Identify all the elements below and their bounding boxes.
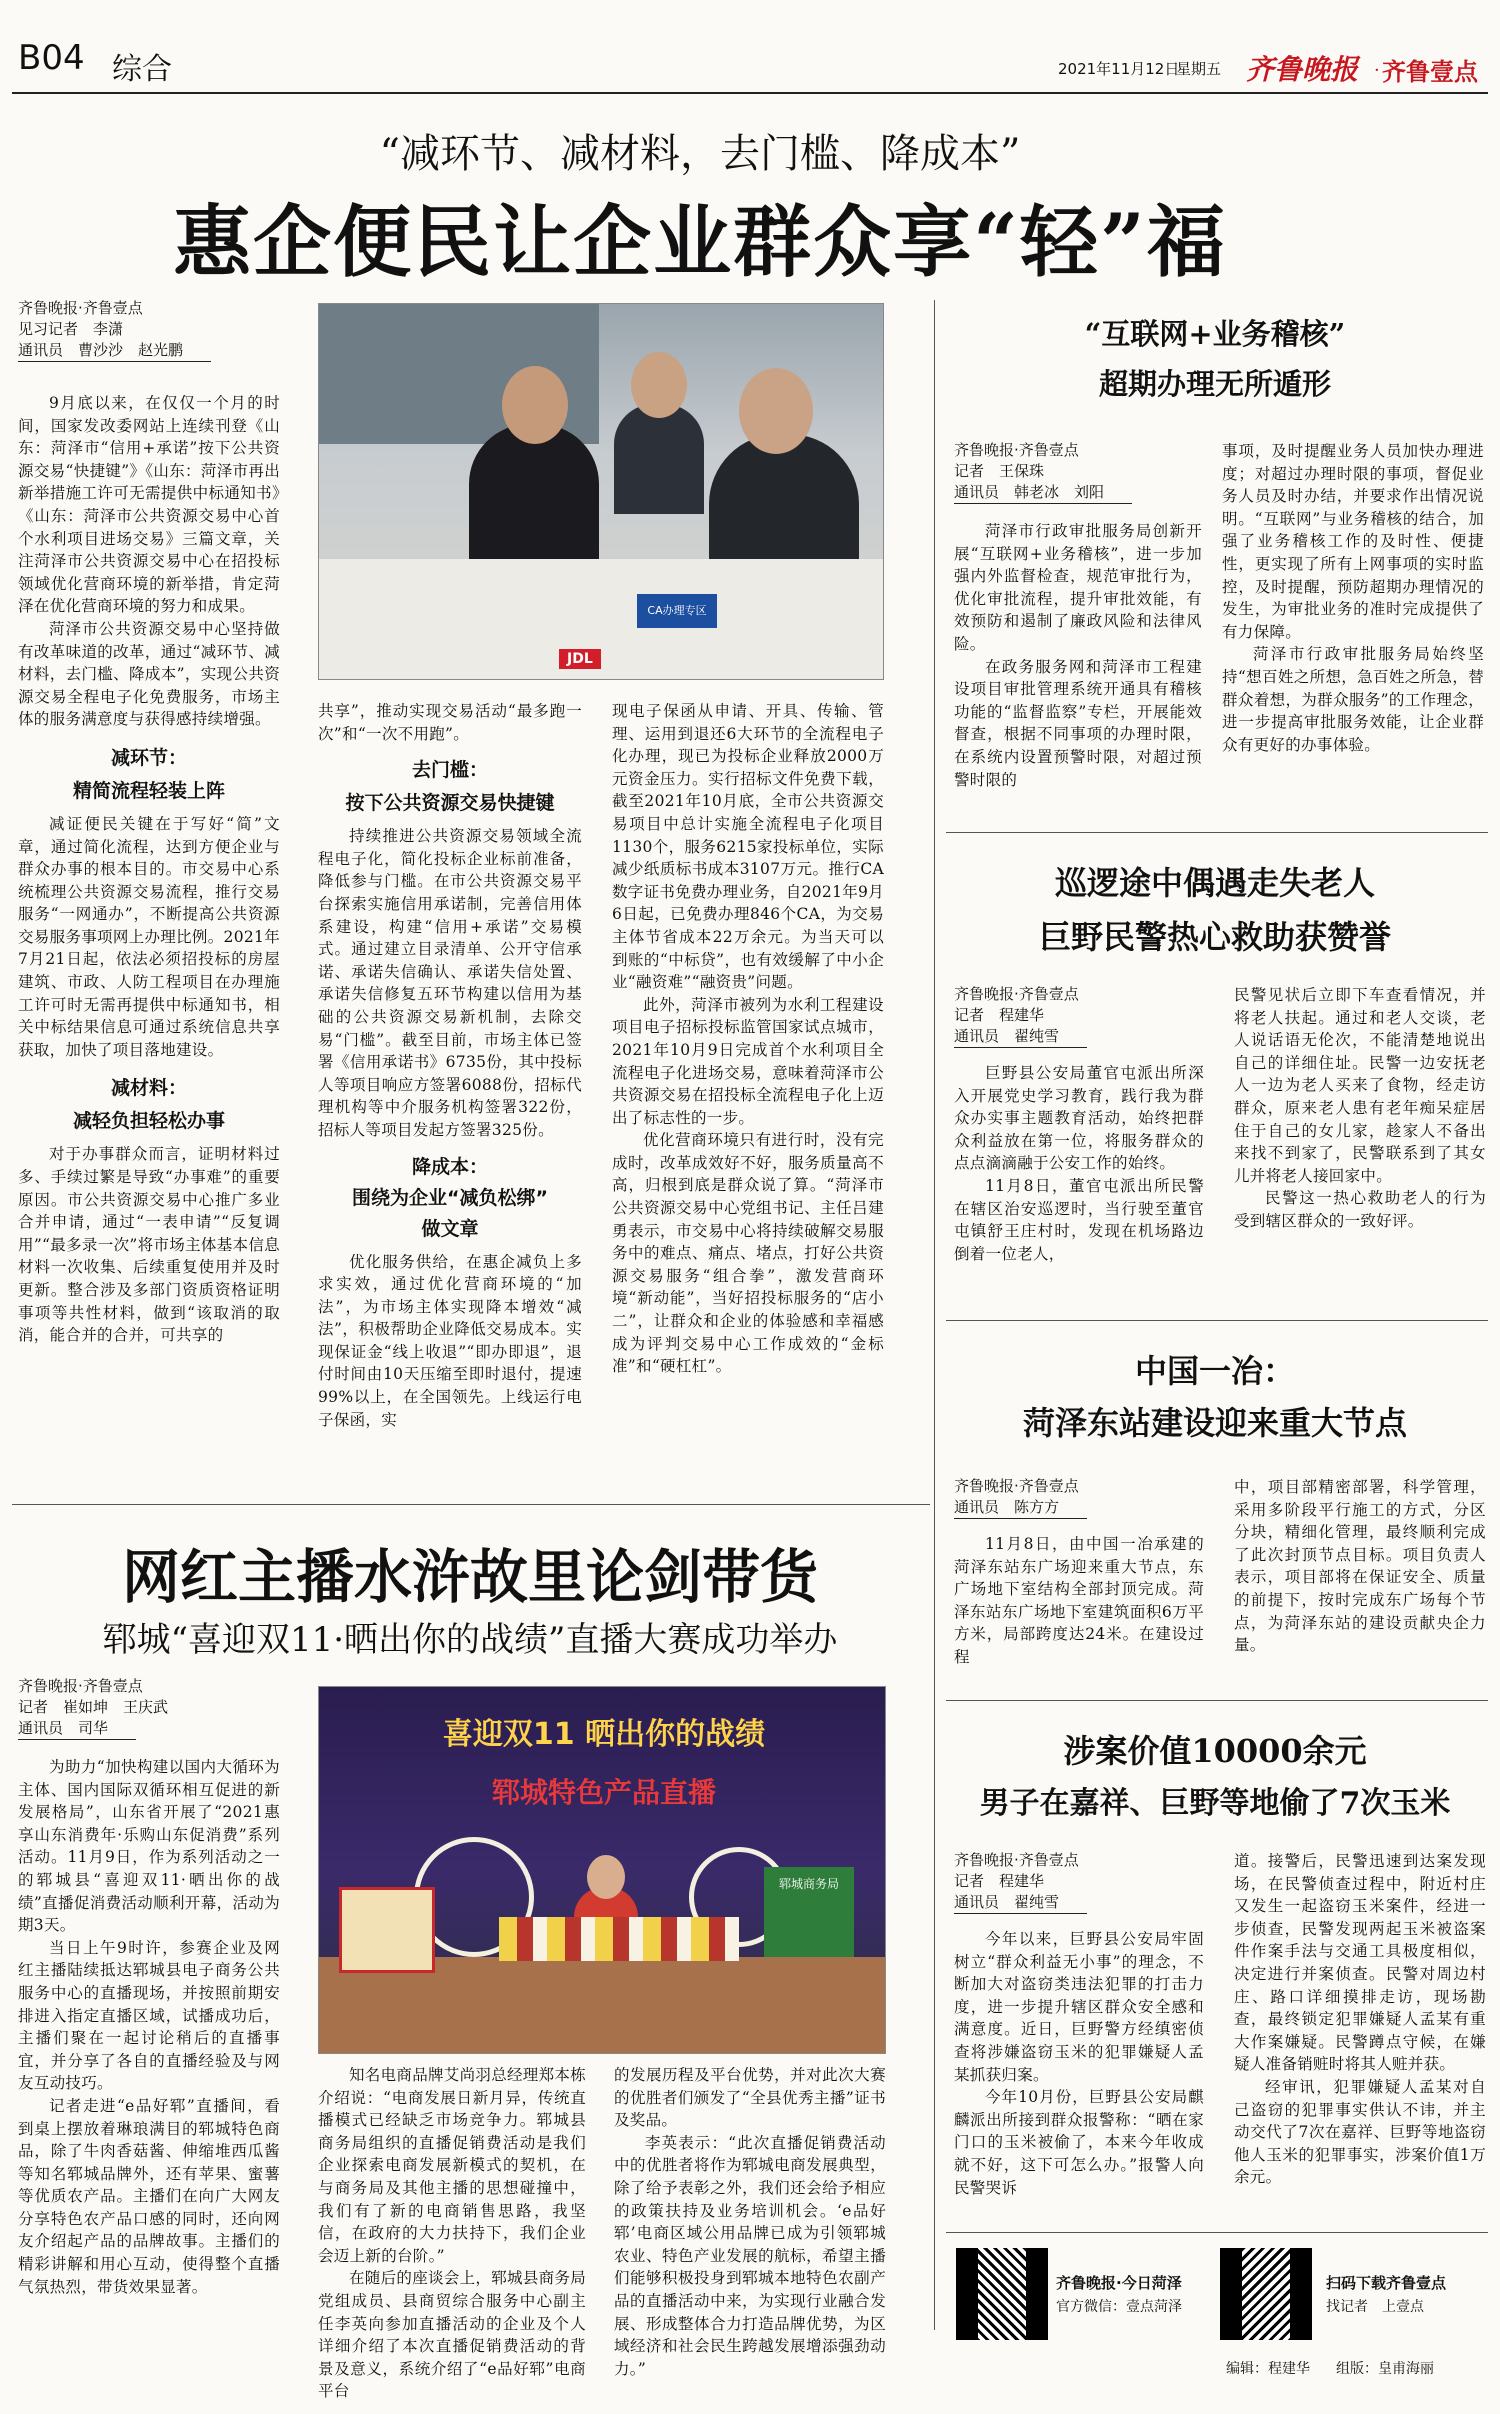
a5-paragraph: 李英表示：“此次直播促销费活动中的优胜者将作为郓城电商发展典型，除了给予表彰之外，我们还会给予相应的政策扶持及业务培训机会。‘e品好郓’电商区域公用品牌已成为引领郓城农业、特色产业发展的航标，希望主播们能够积极投身到郓城本地特色农副产品的直播活动中来，为实现行业融合发展、形成整体合力打造品牌优势，为区域经济和社会民生跨越发展增添强劲动力。” [614,2133,886,2378]
a2-paragraph: 菏泽市行政审批服务局始终坚持“想百姓之所想，急百姓之所急，替群众着想，为群众服务”的工作理念，进一步提高审批服务效能，让企业群众有更好的办事体验。 [1222,645,1484,754]
a5-paragraph: 在随后的座谈会上，郓城县商务局党组成员、县商贸综合服务中心副主任李英向参加直播活动的企业及个人详细介绍了本次直播促销费活动的背景及意义，系统介绍了“e品好郓”电商平台 [318,2269,587,2401]
a1-subhead-1a: 减环节： [110,746,187,769]
photo-person-right-head [739,368,813,454]
a1-byline-correspondent: 通讯员 曹沙沙 赵光鹏 [18,340,211,362]
a3-column-1 [954,984,1204,1314]
a1-headline: 惠企便民让企业群众享“轻”福 [173,197,1227,288]
a6-headline-2: 男子在嘉祥、巨野等地偷了7次玉米 [979,1786,1451,1821]
a6-column-1 [954,1850,1204,2220]
a1-column-3 [612,700,884,1500]
designer-credit: 组版：皇甫海丽 [1336,2361,1434,2377]
a1-photo-ca-handover [318,303,884,680]
qr1-label-1: 齐鲁晚报·今日菏泽 [1056,2274,1182,2292]
section-rule [12,1504,930,1505]
a2-byline-reporter: 记者 王保珠 [954,462,1045,480]
a6-paragraph: 道。接警后，民警迅速到达案发现场，在民警侦查过程中，附近村庄又发生一起盗窃玉米案件，经进一步侦查，民警发现两起玉米被盗案件作案手法与交通工具极度相似，决定进行并案侦查。民警对周边村庄、路口详细摸排走访，现场勘查，最终锁定犯罪嫌疑人孟某有重大作案嫌疑。民警蹲点守候，在嫌疑人准备销赃时将其人赃并获。 [1234,1852,1486,2074]
a1-kicker: “减环节、减材料，去门槛、降成本” [379,131,1021,177]
a1-paragraph: 对于办事群众而言，证明材料过多、手续过繁是导致“办事难”的重要原因。市公共资源交易中心推广多业合并申请，通过“一表申请”“反复调用”“最多录一次”将市场主体基本信息材料一次收集、后续重复使用并及时更新。整合涉及多部门资质资格证明事项等共性材料，做到“该取消的取消，能合并的合并，可共享的 [18,1145,280,1345]
a4-paragraph: 11月8日，由中国一冶承建的菏泽东站东广场迎来重大节点，东广场地下室结构全部封顶完成。菏泽东站东广场地下室建筑面积6万平方米，局部跨度达24米。在建设过程 [954,1535,1204,1666]
a1-column-1 [18,392,280,1496]
a5-byline-outlet: 齐鲁晚报·齐鲁壹点 [18,1677,143,1695]
masthead-rule [12,92,1488,94]
a1-column-2 [318,700,582,1500]
photo-stream-banner: 喜迎双11 晒出你的战绩 [442,1717,766,1752]
a1-byline-outlet: 齐鲁晚报·齐鲁壹点 [18,299,143,317]
a3-headline-1: 巡逻途中偶遇走失老人 [1054,864,1375,902]
a1-subhead-2b: 减轻负担轻松办事 [72,1110,225,1133]
a5-photo-livestream [318,1686,886,2054]
a3-paragraph: 11月8日，董官屯派出所民警在辖区治安巡逻时，当行驶至董官屯镇舒王庄村时，发现在机场路边倒着一位老人， [954,1176,1204,1263]
a1-subhead-2a: 减材料： [110,1077,187,1100]
a6-byline-correspondent: 通讯员 翟纯雪 [954,1892,1087,1914]
a2-byline-correspondent: 通讯员 韩老冰 刘阳 [954,482,1132,504]
photo-board: 郓城商务局 [764,1867,854,2007]
photo-logo-jdl: JDL [559,649,601,669]
a2-paragraph: 事项，及时提醒业务人员加快办理进度；对超过办理时限的事项，督促业务人员及时办结，并要求作出情况说明。“互联网”与业务稽核的结合，加强了业务稽核工作的及时性、便捷性，更实现了所有上网事项的实时监控，及时提醒，预防超期办理情况的发生，为审批业务的准时完成提供了有力保障。 [1222,442,1484,641]
a4-byline-outlet: 齐鲁晚报·齐鲁壹点 [954,1477,1079,1495]
a1-subhead-3b: 按下公共资源交易快捷键 [345,792,555,815]
a4-byline-correspondent: 通讯员 陈方方 [954,1497,1087,1519]
a1-byline-reporter: 见习记者 李潇 [18,320,124,338]
photo-host-head [587,1855,625,1899]
a1-paragraph: 9月底以来，在仅仅一个月的时间，国家发改委网站上连续刊登《山东：菏泽市“信用+承诺”按下公共资源交易“快捷键”》《山东：菏泽市再出新举措施工许可无需提供中标通知书》《山东：菏泽市公共资源交易中心首个水利项目进场交易》三篇文章，关注菏泽市公共资源交易中心在招投标领域优化营商环境的新举措，肯定菏泽在优化营商环境的努力和成果。 [18,394,280,616]
photo-stream-subbanner: 郓城特色产品直播 [491,1776,716,1809]
a2-headline-1: “互联网+业务稽核” [1084,317,1346,351]
a6-paragraph: 经审讯，犯罪嫌疑人孟某对自己盗窃的犯罪事实供认不讳，并主动交代了7次在嘉祥、巨野等地盗窃他人玉米的犯罪事实，涉案价值1万余元。 [1234,2077,1486,2187]
a1-paragraph: 减证便民关键在于写好“简”文章，通过简化流程，达到方便企业与群众办事的根本目的。市交易中心系统梳理公共资源交易流程，推行交易服务“一网通办”，不断提高公共资源交易服务事项网上办理比例。2021年7月21日起，依法必须招投标的房屋建筑、市政、人防工程项目在办理施工许可时无需再提供中标通知书，相关中标结果信息可通过系统信息共享获取，加快了项目落地建设。 [18,814,280,1059]
a1-paragraph: 现电子保函从申请、开具、传输、管理、运用到退还6大环节的全流程电子化办理，现已为投标企业释放2000万元资金压力。实行招标文件免费下载，截至2021年10月底，全市公共资源交易项目中总计实施全流程电子化项目1130个，服务6215家投标单位，实际减少纸质标书成本3107万元。推行CA数字证书免费办理业务，自2021年9月6日起，已免费办理846个CA，为交易主体节省成本22万余元。为当天可以到账的“中标贷”，也有效缓解了中小企业“融资难”“融资贵”问题。 [612,702,885,992]
a3-paragraph: 民警这一热心救助老人的行为受到辖区群众的一致好评。 [1234,1189,1486,1230]
a2-byline-outlet: 齐鲁晚报·齐鲁壹点 [954,441,1079,459]
a6-paragraph: 今年10月份，巨野县公安局麒麟派出所接到群众报警称：“晒在家门口的玉米被偷了，本来今年收成就不好，这下可怎么办。”报警人向民警哭诉 [954,2088,1204,2197]
a3-byline-reporter: 记者 程建华 [954,1006,1045,1024]
a1-paragraph: 菏泽市公共资源交易中心坚持做有改革味道的改革，通过“减环节、减材料，去门槛、降成本”，实现公共资源交易全程电子化免费服务，市场主体的服务满意度与获得感持续增强。 [18,619,280,729]
a6-column-2 [1234,1850,1486,2220]
a1-byline [18,298,280,362]
a5-subheadline: 郓城“喜迎双11·晒出你的战绩”直播大赛成功举办 [102,1620,838,1660]
a2-headline-2: 超期办理无所遁形 [1098,367,1331,401]
a6-byline-reporter: 记者 程建华 [954,1872,1045,1890]
a1-paragraph: 共享”，推动实现交易活动“最多跑一次”和“一次不用跑”。 [318,702,582,743]
section-label: 综合 [112,52,172,87]
a6-paragraph: 今年以来，巨野县公安局牢固树立“群众利益无小事”的理念，不断加大对盗窃类违法犯罪的打击力度，进一步提升辖区群众安全感和满意度。近日，巨野警方经缜密侦查将涉嫌盗窃玉米的犯罪嫌疑人孟某抓获归案。 [954,1930,1204,2084]
footer-rule [946,2232,1488,2233]
qr1-label-2: 官方微信：壹点菏泽 [1056,2299,1182,2315]
a3-paragraph: 民警见状后立即下车查看情况，并将老人扶起。通过和老人交谈，老人说话语无伦次，不能清楚地说出自己的详细住址。民警一边安抚老人一边为老人买来了食物，经走访群众，原来老人患有老年痴呆症居住于自己的女儿家，趁家人不备出来找不到家了，民警联系到了其女儿并将老人接回家中。 [1234,986,1486,1185]
a5-paragraph: 的发展历程及平台优势，并对此次大赛的优胜者们颁发了“全县优秀主播”证书及奖品。 [614,2066,886,2130]
a4-paragraph: 中，项目部精密部署，科学管理，采用多阶段平行施工的方式，分区分块，精细化管理，最终顺利完成了此次封顶节点目标。项目负责人表示，项目部将在保证安全、质量的前提下，按时完成东广场每个节点，为菏泽东站的建设贡献央企力量。 [1234,1478,1486,1655]
qr-code-icon[interactable] [956,2248,1048,2340]
editor-credit: 编辑：程建华 [1226,2361,1310,2377]
qr2-label-2: 找记者 上壹点 [1326,2299,1424,2315]
a1-subhead-1b: 精简流程轻装上阵 [72,779,225,802]
a3-byline-correspondent: 通讯员 翟纯雪 [954,1026,1087,1048]
a5-paragraph: 知名电商品牌艾尚羽总经理郑本栋介绍说：“电商发展日新月异，传统直播模式已经缺乏市场竞争力。郓城县商务局组织的直播促销费活动是我们企业探索电商发展新模式的契机，在与商务局及其他主播的思想碰撞中，我们有了新的电商销售思路，我坚信，在政府的大力扶持下，我们企业会迈上新的台阶。” [318,2066,587,2265]
column-divider-vertical [934,300,935,2330]
photo-sign-ca: CA办理专区 [637,594,717,628]
a5-headline: 网红主播水浒故里论剑带货 [121,1543,818,1611]
photo-counter [319,559,883,679]
a5-column-1 [18,1676,280,2366]
a3-column-2 [1234,984,1486,1314]
photo-person-mid [614,404,704,514]
a1-subhead-4c: 做文章 [421,1217,479,1240]
a5-column-2 [318,2064,587,2401]
brand-logo-qilu-yidian: 齐鲁壹点 [1382,58,1478,86]
a6-byline-outlet: 齐鲁晚报·齐鲁壹点 [954,1851,1079,1869]
page-number: B04 [18,38,85,78]
a1-subhead-4b: 围绕为企业“减负松绑” [352,1186,548,1209]
a6-headline-1: 涉案价值10000余元 [1063,1732,1367,1770]
qr2-label-1: 扫码下载齐鲁壹点 [1326,2274,1447,2292]
section-rule [946,1700,1488,1701]
a4-headline-2: 菏泽东站建设迎来重大节点 [1022,1404,1407,1442]
a5-paragraph: 当日上午9时许，参赛企业及网红主播陆续抵达郓城县电子商务公共服务中心的直播现场，并按照前期安排进入指定直播区域，试播成功后，主播们聚在一起讨论稍后的直播事宜，并分享了各自的直播经验及与网友互动技巧。 [18,1938,280,2093]
brand-logo-qilu-evening: 齐鲁晚报 [1246,53,1359,86]
qr-code-icon[interactable] [1220,2248,1312,2340]
a2-paragraph: 在政务服务网和菏泽市工程建设项目审批管理系统开通具有稽核功能的“监督监察”专栏，开展能效督查，根据不同事项的办理时限，在系统内设置预警时限，对超过预警时限的 [954,657,1202,789]
a4-headline-1: 中国一冶： [1134,1352,1295,1390]
photo-person-mid-head [631,352,687,418]
masthead [0,0,1500,95]
a5-byline-reporter: 记者 崔如坤 王庆武 [18,1698,169,1716]
a3-paragraph: 巨野县公安局董官屯派出所深入开展党史学习教育，践行我为群众办实事主题教育活动，始终把群众利益放在第一位，将服务群众的点点滴滴融于公安工作的始终。 [954,1064,1204,1173]
a5-paragraph: 为助力“加快构建以国内大循环为主体、国内国际双循环相互促进的新发展格局”，山东省开展了“2021惠享山东消费年·乐购山东促消费”系列活动。11月9日，作为系列活动之一的郓城县“喜迎双11·晒出你的战绩”直播促消费活动顺利开幕，活动为期3天。 [18,1758,280,1935]
issue-weekday: 星期五 [1176,60,1222,78]
a4-column-1 [954,1476,1204,1696]
a2-column-1 [954,440,1202,820]
a5-byline-correspondent: 通讯员 司华 [18,1718,136,1740]
brand-divider: · [1374,60,1380,81]
photo-products [499,1917,739,1961]
issue-date: 2021年11月12日 [1058,60,1180,78]
a3-byline-outlet: 齐鲁晚报·齐鲁壹点 [954,985,1079,1003]
a1-paragraph: 优化服务供给，在惠企减负上多求实效，通过优化营商环境的“加法”，为市场主体实现降本增效“减法”，积极帮助企业降低交易成本。实现保证金“线上收退”“即办即退”，退付时间由10天压缩至即时退付，提速99%以上，在全国领先。上线运行电子保函，实 [318,1252,582,1429]
photo-person-left-head [502,366,568,444]
a1-paragraph: 此外，菏泽市被列为水利工程建设项目电子招标投标监管国家试点城市，2021年10月9日完成首个水利项目全流程电子化进场交易，意味着菏泽市公共资源交易在招投标全流程电子化上迈出了标志性的一步。 [612,995,884,1127]
a1-paragraph: 优化营商环境只有进行时，没有完成时，改革成效好不好，服务质量高不高，归根到底是群众说了算。“菏泽市公共资源交易中心党组书记、主任吕建勇表示，市交易中心将持续破解交易服务中的难点、痛点、堵点，打好公共资源交易服务“组合拳”，激发营商环境“新动能”，当好招投标服务的“店小二”，让群众和企业的体验感和幸福感成为评判交易中心工作成效的“金标准”和“硬杠杠”。 [612,1131,884,1376]
a5-column-3 [614,2064,886,2378]
a4-column-2 [1234,1476,1486,1696]
section-rule [946,832,1488,833]
a2-paragraph: 菏泽市行政审批服务局创新开展“互联网+业务稽核”，进一步加强内外监督检查，规范审批行为，优化审批流程，提升审批效能，有效预防和遏制了廉政风险和法律风险。 [954,522,1202,653]
photo-gift-box [339,1887,435,1973]
a5-paragraph: 记者走进“e品好郓”直播间，看到桌上摆放着琳琅满目的郓城特色商品，除了牛肉香菇酱、伸缩堆西瓜酱等知名郓城品牌外，还有苹果、蜜薯等优质农产品。主播们在向广大网友分享特色农产品口感的同时，还向网友介绍起产品的品牌故事。主播们的精彩讲解和用心互动，使得整个直播气氛热烈，带货效果显著。 [18,2096,280,2296]
a1-subhead-3a: 去门槛： [411,759,488,782]
a2-column-2 [1222,440,1484,820]
a3-headline-2: 巨野民警热心救助获赞誉 [1038,918,1391,956]
section-rule [946,1320,1488,1321]
a1-paragraph: 持续推进公共资源交易领域全流程电子化，简化投标企业标前准备，降低参与门槛。在市公共资源交易平台探索实施信用承诺制，完善信用体系建设，构建“信用+承诺”交易模式。通过建立目录清单、公开守信承诺、承诺失信确认、承诺失信处置、承诺失信修复五环节构建以信用为基础的公共资源交易新机制，去除交易“门槛”。截至目前，市场主体已签署《信用承诺书》6735份，其中投标人等项目响应方签署6088份，招标代理机构等中介服务机构签署322份，招标人等项目发起方签署325份。 [318,827,582,1139]
a1-subhead-4a: 降成本： [411,1155,488,1178]
